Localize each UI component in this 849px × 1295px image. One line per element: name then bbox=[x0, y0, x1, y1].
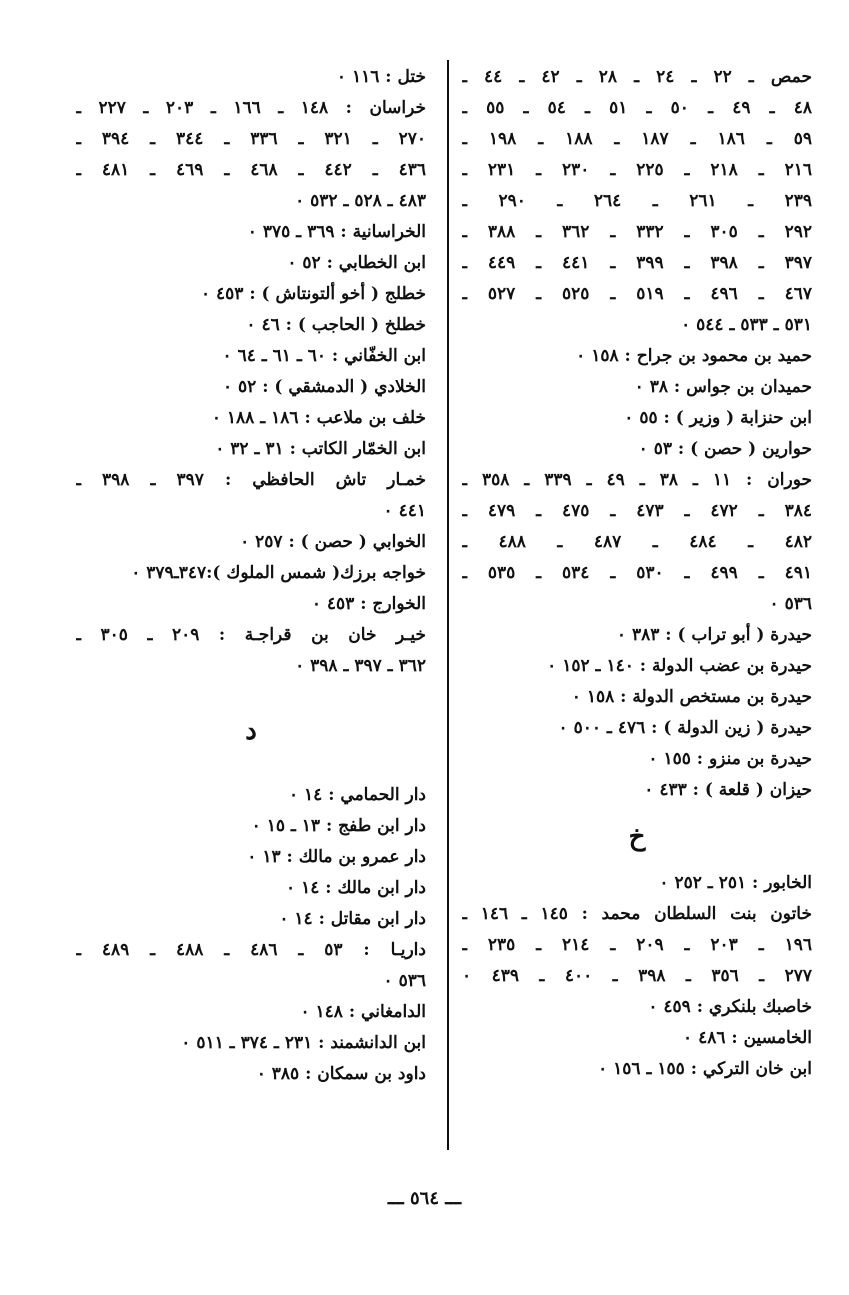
index-line: ٤٨ ـ ٤٩ ـ ٥٠ ـ ٥١ ـ ٥٤ ـ ٥٥ ـ bbox=[462, 98, 812, 118]
index-line: ٢١٦ ـ ٢١٨ ـ ٢٢٥ ـ ٢٣٠ ـ ٢٣١ ـ bbox=[462, 160, 812, 180]
index-line: داريـا : ٥٣ ـ ٤٨٦ ـ ٤٨٨ ـ ٤٨٩ ـ bbox=[76, 940, 426, 960]
index-entry: ابن الخفّاني : ٦٠ ـ ٦١ ـ ٦٤ ٠ bbox=[222, 346, 426, 366]
index-entry: حيدرة بن منزو : ١٥٥ ٠ bbox=[648, 749, 812, 769]
index-entry: دار ابن مقاتل : ١٤ ٠ bbox=[279, 909, 426, 929]
index-line: ١٩٦ ـ ٢٠٣ ـ ٢٠٩ ـ ٢١٤ ـ ٢٣٥ ـ bbox=[462, 935, 812, 955]
index-entry: حيدرة بن عضب الدولة : ١٤٠ ـ ١٥٢ ٠ bbox=[547, 656, 812, 676]
column-divider bbox=[447, 60, 449, 1150]
index-entry: الخامسين : ٤٨٦ ٠ bbox=[683, 1028, 812, 1048]
index-line: ٤٤١ ٠ bbox=[383, 501, 426, 521]
index-entry: ابن الخمّار الكاتب : ٣١ ـ ٣٢ ٠ bbox=[215, 439, 426, 459]
index-entry: حيدرة ( أبو تراب ) : ٣٨٣ ٠ bbox=[616, 625, 812, 645]
spacer bbox=[76, 762, 426, 780]
index-line: ٤٨٣ ـ ٥٢٨ ـ ٥٣٢ ٠ bbox=[295, 191, 426, 211]
index-line: خيـر خان بن قراجـة : ٢٠٩ ـ ٣٠٥ ـ bbox=[76, 625, 426, 645]
index-line: ٤٦٧ ـ ٤٩٦ ـ ٥١٩ ـ ٥٢٥ ـ ٥٢٧ ـ bbox=[462, 284, 812, 304]
index-entry: الخابور : ٢٥١ ـ ٢٥٢ ٠ bbox=[659, 873, 812, 893]
index-line: ٣٦٢ ـ ٣٩٧ ـ ٣٩٨ ٠ bbox=[295, 656, 426, 676]
index-line: ٢٧٧ ـ ٣٥٦ ـ ٣٩٨ ـ ٤٠٠ ـ ٤٣٩ ٠ bbox=[462, 966, 812, 986]
index-entry: ابن الخطابي : ٥٢ ٠ bbox=[287, 253, 426, 273]
index-entry: دار ابن مالك : ١٤ ٠ bbox=[286, 878, 426, 898]
index-entry: حوارين ( حصن ) : ٥٣ ٠ bbox=[638, 439, 812, 459]
index-entry: خطلج ( أخو ألتونتاش ) : ٤٥٣ ٠ bbox=[200, 284, 426, 304]
index-entry: حميدان بن جواس : ٣٨ ٠ bbox=[634, 377, 812, 397]
section-letter-heading: خ bbox=[628, 822, 646, 852]
index-entry: حميد بن محمود بن جراح : ١٥٨ ٠ bbox=[576, 346, 812, 366]
index-entry: الخراسانية : ٣٦٩ ـ ٣٧٥ ٠ bbox=[247, 222, 426, 242]
index-entry: دار ابن طفج : ١٣ ـ ١٥ ٠ bbox=[251, 816, 426, 836]
index-entry: خواجه برزك( شمس الملوك ):٣٤٧ـ٣٧٩ ٠ bbox=[131, 563, 426, 583]
index-entry: خاصبك بلنكري : ٤٥٩ ٠ bbox=[648, 997, 812, 1017]
index-line: ٢٧٠ ـ ٣٢١ ـ ٣٣٦ ـ ٣٤٤ ـ ٣٩٤ ـ bbox=[76, 129, 426, 149]
index-line: خراسان : ١٤٨ ـ ١٦٦ ـ ٢٠٣ ـ ٢٢٧ ـ bbox=[76, 98, 426, 118]
index-line: حوران : ١١ ـ ٣٨ ـ ٤٩ ـ ٣٣٩ ـ ٣٥٨ ـ bbox=[462, 470, 812, 490]
section-letter-heading: د bbox=[245, 716, 257, 746]
index-line: حمص ـ ٢٢ ـ ٢٤ ـ ٢٨ ـ ٤٢ ـ ٤٤ ـ bbox=[462, 67, 812, 87]
index-entry: حيدرة ( زين الدولة ) : ٤٧٦ ـ ٥٠٠ ٠ bbox=[558, 718, 812, 738]
index-entry: الخلادي ( الدمشقي ) : ٥٢ ٠ bbox=[222, 377, 426, 397]
index-entry: ابن خان التركي : ١٥٥ ـ ١٥٦ ٠ bbox=[598, 1059, 812, 1079]
index-line: ٥٣١ ـ ٥٣٣ ـ ٥٤٤ ٠ bbox=[681, 315, 812, 335]
index-line: ٥٣٦ ٠ bbox=[769, 594, 812, 614]
index-entry: دار عمرو بن مالك : ١٣ ٠ bbox=[247, 847, 426, 867]
index-line: ٥٩ ـ ١٨٦ ـ ١٨٧ ـ ١٨٨ ـ ١٩٨ ـ bbox=[462, 129, 812, 149]
index-line: ٢٣٩ ـ ٢٦١ ـ ٢٦٤ ـ ٢٩٠ ـ bbox=[462, 191, 812, 211]
index-entry: خطلخ ( الحاجب ) : ٤٦ ٠ bbox=[246, 315, 426, 335]
index-entry: الدامغاني : ١٤٨ ٠ bbox=[300, 1002, 426, 1022]
right-column bbox=[462, 62, 812, 1085]
index-line: ٤٣٦ ـ ٤٤٢ ـ ٤٦٨ ـ ٤٦٩ ـ ٤٨١ ـ bbox=[76, 160, 426, 180]
page-number: ـــ ٥٦٤ ـــ bbox=[387, 1188, 462, 1209]
index-entry: دار الحمامي : ١٤ ٠ bbox=[288, 785, 426, 805]
index-entry: حيدرة بن مستخص الدولة : ١٥٨ ٠ bbox=[571, 687, 812, 707]
index-entry: الخوارج : ٤٥٣ ٠ bbox=[311, 594, 426, 614]
index-entry: ختل : ١١٦ ٠ bbox=[336, 67, 426, 87]
index-line: ٥٣٦ ٠ bbox=[383, 971, 426, 991]
index-entry: حيزان ( قلعة ) : ٤٣٣ ٠ bbox=[644, 780, 812, 800]
index-line: خاتون بنت السلطان محمد : ١٤٥ ـ ١٤٦ ـ bbox=[462, 904, 812, 924]
index-entry: ابن حنزابة ( وزير ) : ٥٥ ٠ bbox=[624, 408, 812, 428]
index-line: ٣٩٧ ـ ٣٩٨ ـ ٣٩٩ ـ ٤٤١ ـ ٤٤٩ ـ bbox=[462, 253, 812, 273]
left-column bbox=[76, 62, 426, 1090]
index-entry: الخوابي ( حصن ) : ٢٥٧ ٠ bbox=[240, 532, 426, 552]
index-line: ٢٩٢ ـ ٣٠٥ ـ ٣٣٢ ـ ٣٦٢ ـ ٣٨٨ ـ bbox=[462, 222, 812, 242]
index-entry: خلف بن ملاعب : ١٨٦ ـ ١٨٨ ٠ bbox=[211, 408, 426, 428]
index-entry: داود بن سمكان : ٣٨٥ ٠ bbox=[256, 1064, 426, 1084]
index-line: خمـار تاش الحافظي : ٣٩٧ ـ ٣٩٨ ـ bbox=[76, 470, 426, 490]
index-line: ٤٨٢ ـ ٤٨٤ ـ ٤٨٧ ـ ٤٨٨ ـ bbox=[462, 532, 812, 552]
index-line: ٤٩١ ـ ٤٩٩ ـ ٥٣٠ ـ ٥٣٤ ـ ٥٣٥ ـ bbox=[462, 563, 812, 583]
index-entry: ابن الدانشمند : ٢٣١ ـ ٣٧٤ ـ ٥١١ ٠ bbox=[181, 1033, 426, 1053]
index-line: ٣٨٤ ـ ٤٧٢ ـ ٤٧٣ ـ ٤٧٥ ـ ٤٧٩ ـ bbox=[462, 501, 812, 521]
